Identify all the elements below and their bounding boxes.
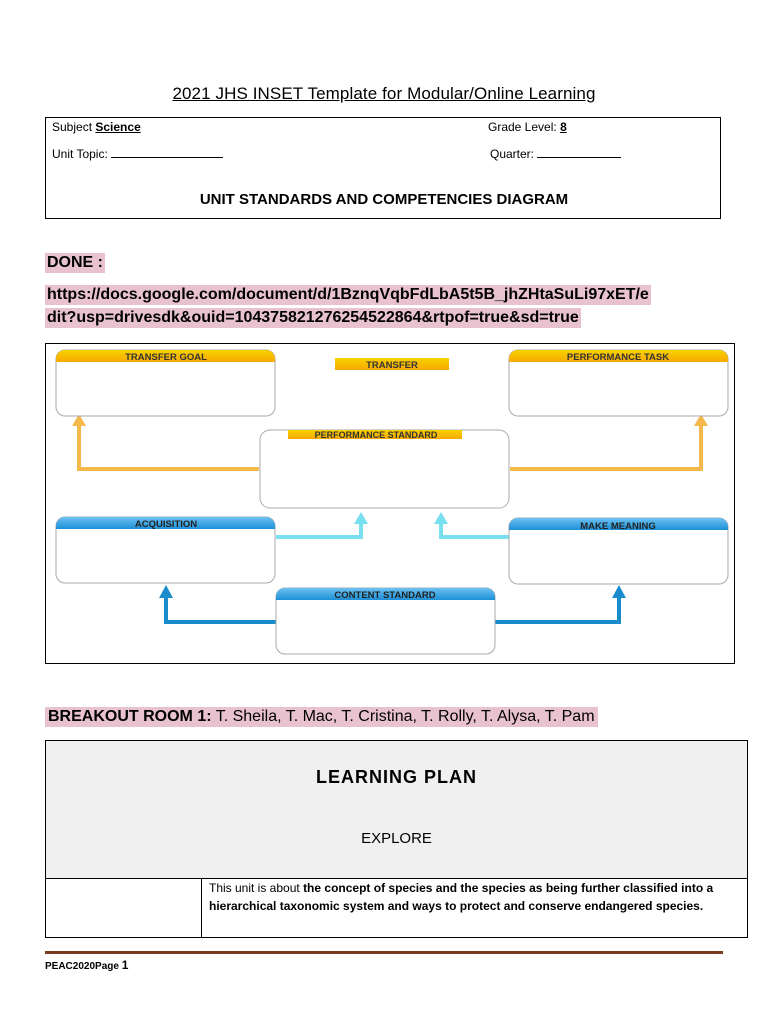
done-label: DONE : — [47, 254, 103, 271]
unit-topic-blank — [111, 146, 223, 158]
quarter-blank — [537, 146, 621, 158]
content-standard-label: CONTENT STANDARD — [334, 590, 436, 601]
blue-arrow-right — [495, 585, 626, 622]
footer-label: PEAC2020Page — [45, 961, 122, 972]
subject-label: Subject — [52, 120, 93, 134]
breakout-room-line — [45, 707, 598, 727]
learning-plan-stage: EXPLORE — [361, 830, 432, 847]
subject-value: Science — [95, 120, 141, 134]
unit-description-bold: the concept of species and the species as being further classified into a hierarchical taxonomic system and ways to protect and conserve endangered species. — [209, 881, 714, 913]
google-doc-link-line2[interactable]: dit?usp=drivesdk&ouid=104375821276254522864&rtpof=true&sd=true — [47, 309, 579, 326]
diagram-heading: UNIT STANDARDS AND COMPETENCIES DIAGRAM — [199, 191, 569, 208]
learning-plan-description — [209, 879, 741, 915]
quarter-label: Quarter: — [490, 147, 535, 161]
grade-level-value: 8 — [560, 120, 567, 134]
performance-standard-label: PERFORMANCE STANDARD — [314, 430, 438, 440]
cyan-arrow-left — [276, 512, 368, 537]
blue-arrow-left — [159, 585, 276, 622]
cyan-arrow-right — [434, 512, 510, 537]
transfer-label: TRANSFER — [366, 360, 418, 371]
breakout-room-label: BREAKOUT ROOM 1: — [48, 708, 212, 725]
performance-task-label: PERFORMANCE TASK — [566, 352, 670, 363]
performance-standard-box — [260, 430, 509, 508]
diagram-canvas — [46, 344, 734, 663]
unit-intro-text: This unit is about — [209, 881, 304, 895]
learning-plan-title: LEARNING PLAN — [316, 767, 477, 787]
unit-standards-diagram — [45, 343, 735, 664]
transfer-goal-label: TRANSFER GOAL — [125, 352, 207, 363]
footer-divider — [45, 951, 723, 954]
orange-arrow-left — [72, 414, 259, 469]
learning-plan-table — [45, 740, 748, 938]
google-doc-link-line1[interactable]: https://docs.google.com/document/d/1BznqVqbFdLbA5t5B_jhZHtaSuLi97xET/e — [47, 286, 649, 303]
page-footer — [45, 958, 128, 972]
page-number: 1 — [121, 958, 129, 972]
subject-field — [52, 120, 141, 134]
learning-plan-header-cell — [46, 741, 747, 879]
unit-topic-field — [52, 146, 223, 161]
acquisition-label: ACQUISITION — [134, 519, 198, 530]
breakout-room-members: T. Sheila, T. Mac, T. Cristina, T. Rolly, T. Alysa, T. Pam — [215, 708, 595, 725]
orange-arrow-right — [510, 414, 708, 469]
document-title: 2021 JHS INSET Template for Modular/Online Learning — [172, 84, 596, 103]
grade-level-label: Grade Level: — [488, 120, 557, 134]
unit-header-box — [45, 117, 721, 219]
grade-level-field — [488, 120, 567, 134]
quarter-field — [490, 146, 621, 161]
make-meaning-label: MAKE MEANING — [580, 521, 656, 532]
learning-plan-empty-cell — [46, 879, 202, 937]
unit-topic-label: Unit Topic: — [52, 147, 108, 161]
